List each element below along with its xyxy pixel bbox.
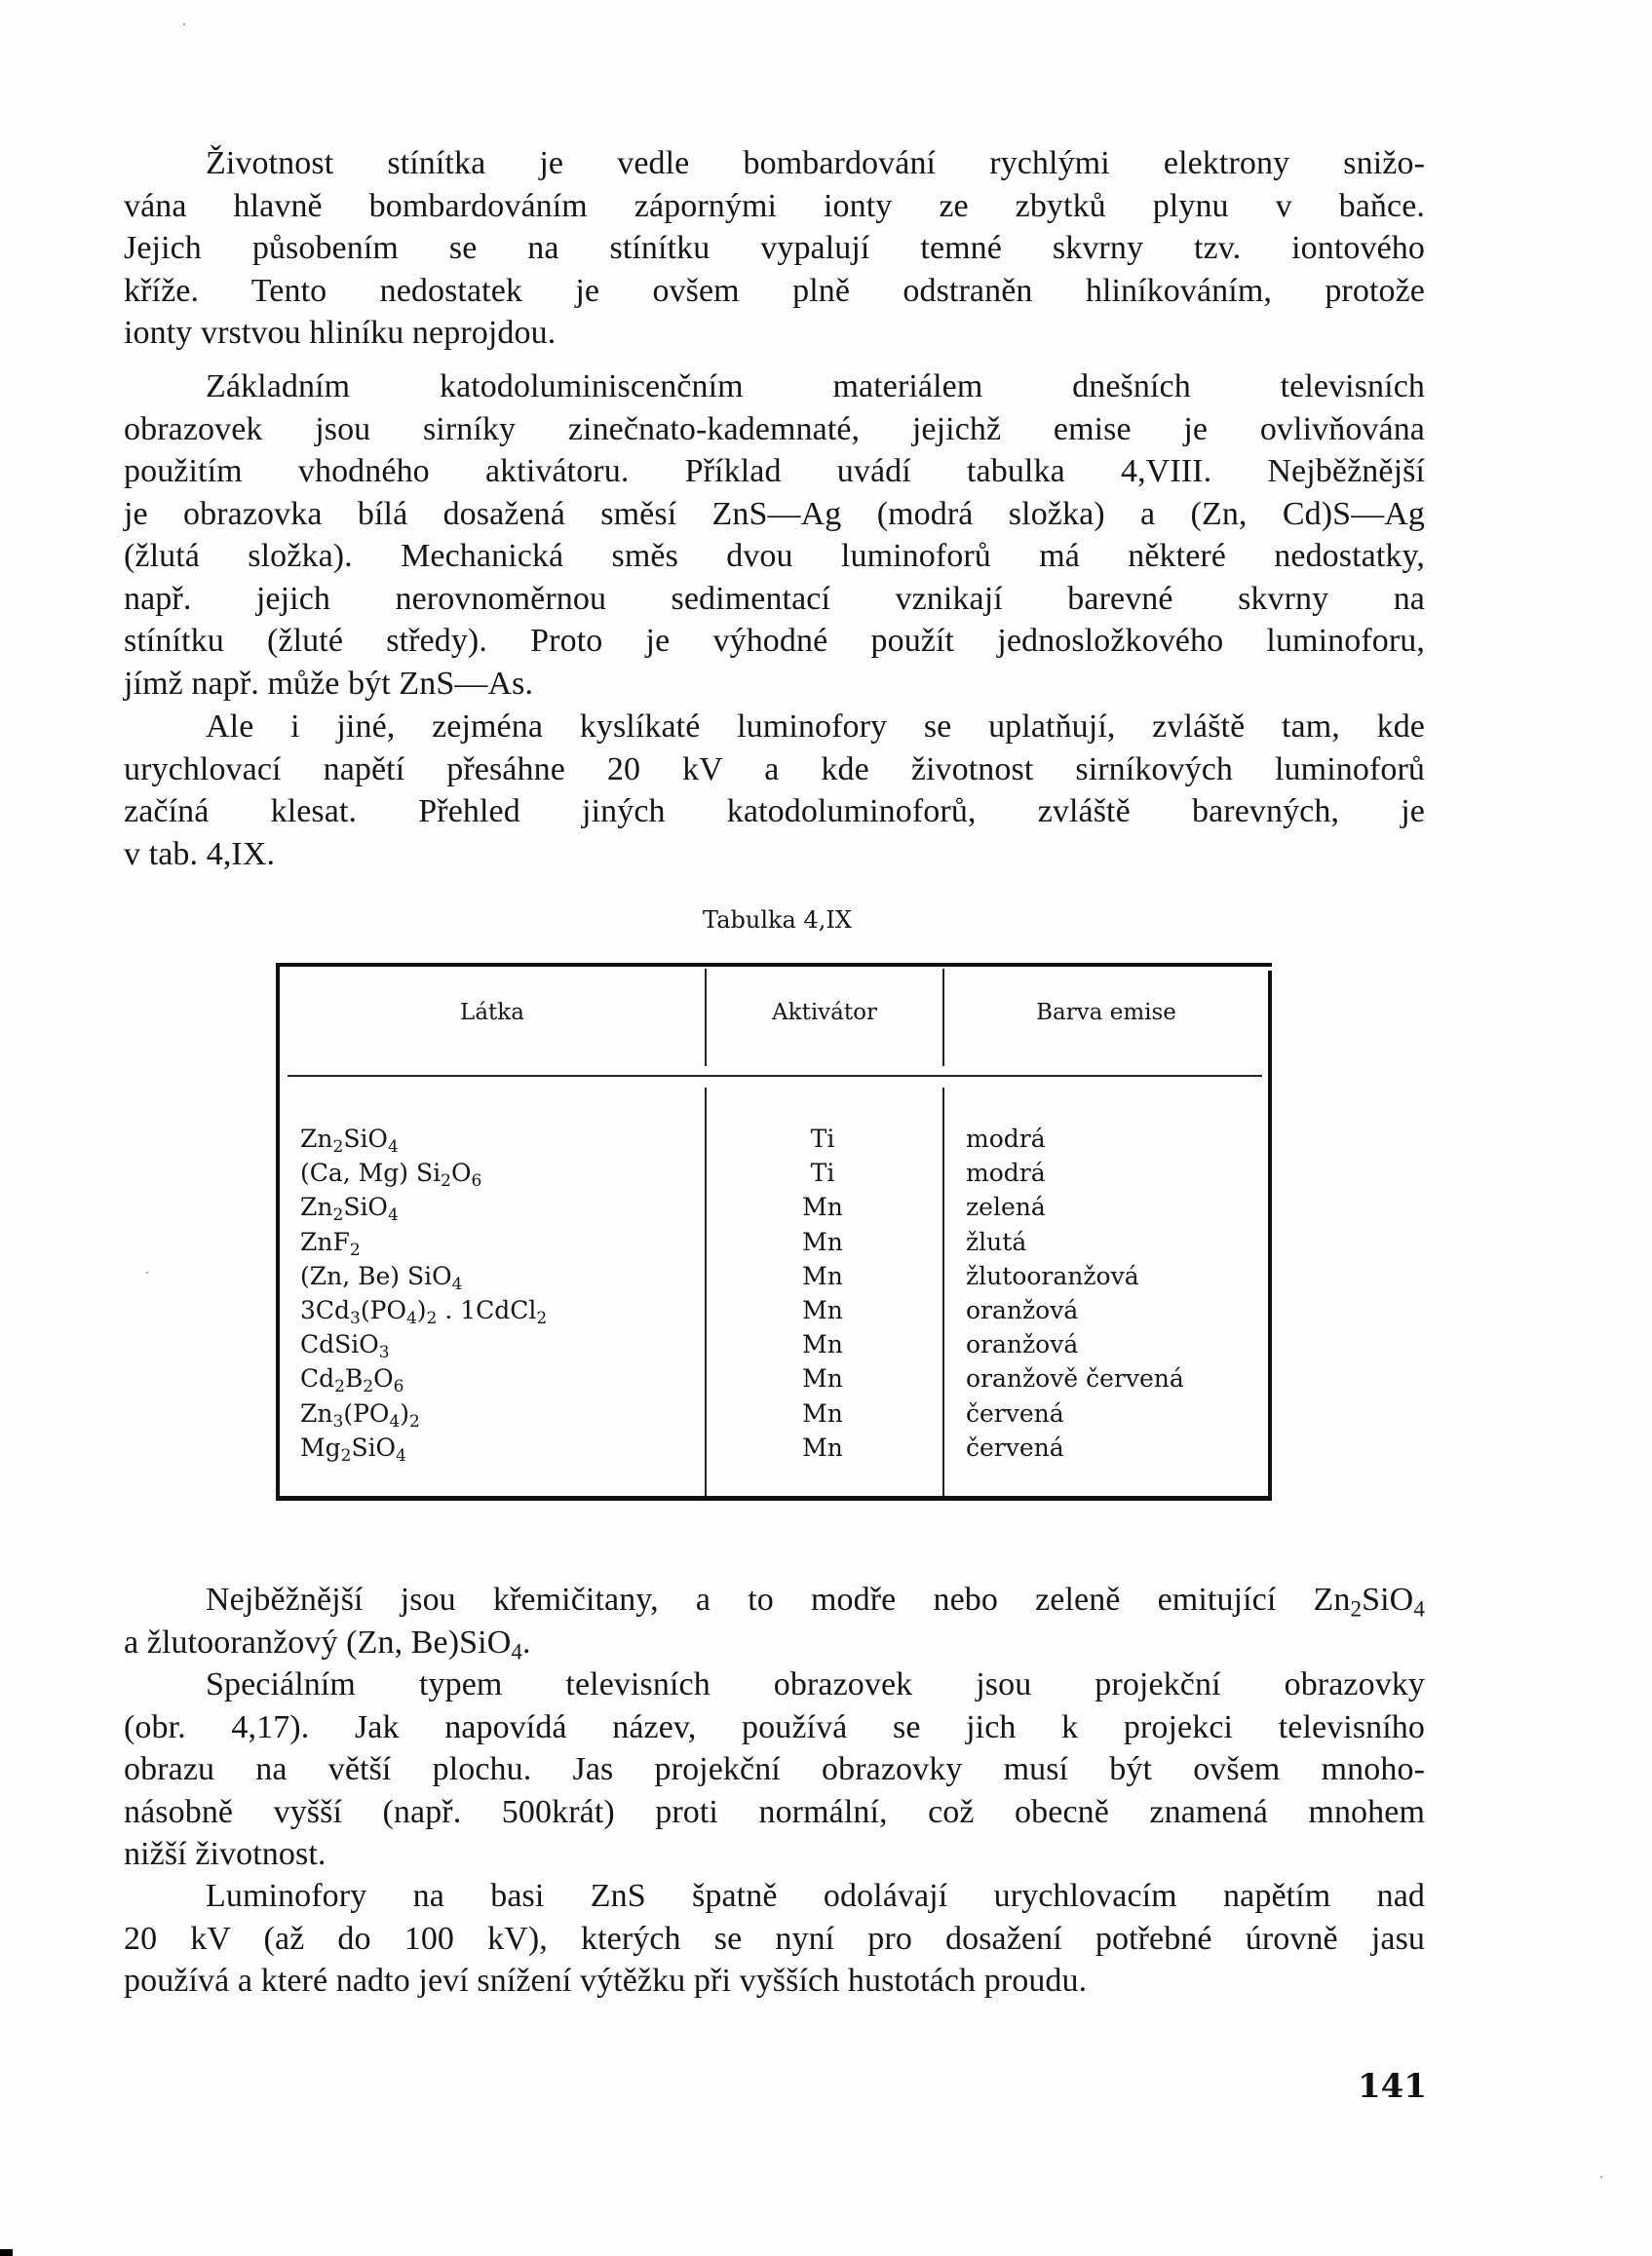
column-header-substance: Látka	[460, 1000, 524, 1025]
table-top-rule	[276, 963, 1272, 967]
table-cell-substance: $Mg_2SiO_4$	[300, 1433, 406, 1466]
table-cell-activator: Mn	[802, 1193, 843, 1222]
text-line: 20 kV (až do 100 kV), kterých se nyní pro dosažení potřebné úrovně jasu	[124, 1920, 1425, 1957]
text-line: Základním katodoluminiscenčním materiálem dnešních televisních	[206, 368, 1425, 404]
table-cell-activator: Mn	[802, 1227, 843, 1256]
phosphor-table	[276, 963, 1272, 1501]
table-cell-substance: CdSiO$_3$	[300, 1330, 390, 1362]
text-line: Ale i jiné, zejména kyslíkaté luminofory se uplatňují, zvláště tam, kde	[206, 708, 1425, 745]
table-right-border	[1268, 971, 1272, 1501]
table-cell-activator: Mn	[802, 1364, 843, 1394]
table-header-rule	[288, 1075, 1262, 1077]
text-line: kříže. Tento nedostatek je ovšem plně odstraněn hliníkováním, protože	[124, 272, 1425, 309]
text-line: obrazu na větší plochu. Jas projekční obrazovky musí být ovšem mnoho-	[124, 1751, 1425, 1787]
table-cell-substance: $Zn_2SiO_4$	[300, 1193, 399, 1226]
text-line: používá a které nadto jeví snížení výtěžku při vyšších hustotách proudu.	[124, 1963, 1088, 1999]
text-line: násobně vyšší (např. 500krát) proti normální, což obecně znamená mnohem	[124, 1793, 1425, 1830]
text-line: urychlovací napětí přesáhne 20 kV a kde životnost sirníkových luminoforů	[124, 750, 1425, 787]
table-cell-emission-color: červená	[966, 1398, 1064, 1428]
paragraph-zns-voltage	[124, 1875, 1425, 2003]
paragraph-silicates	[124, 1579, 1425, 1663]
table-cell-substance: $3Cd_3(PO_4)_2$ . 1CdCl$_2$	[300, 1296, 548, 1328]
table-cell-emission-color: červená	[966, 1433, 1064, 1462]
table-cell-emission-color: zelená	[966, 1193, 1046, 1222]
table-cell-emission-color: modrá	[966, 1125, 1046, 1153]
text-line: v tab. 4,IX.	[124, 835, 276, 872]
table-cell-activator: Mn	[802, 1330, 843, 1359]
table-cell-activator: Ti	[810, 1125, 835, 1153]
table-cell-substance: (Ca, Mg) $Si_2O_6$	[300, 1159, 482, 1191]
text-line: (žlutá složka). Mechanická směs dvou luminoforů má některé nedostatky,	[124, 538, 1425, 574]
table-cell-substance: $Cd_2B_2O_6$	[300, 1364, 404, 1397]
text-line: (obr. 4,17). Jak napovídá název, používá se jich k projekci televisního	[124, 1708, 1425, 1745]
activator-column	[707, 1122, 939, 1465]
table-caption: Tabulka 4,IX	[703, 906, 852, 934]
text-line: Luminofory na basi ZnS špatně odolávají urychlovacím napětím nad	[206, 1878, 1425, 1914]
table-cell-emission-color: oranžová	[966, 1296, 1079, 1325]
text-line: začíná klesat. Přehled jiných katodoluminoforů, zvláště barevných, je	[124, 793, 1425, 829]
text-line: nižší životnost.	[124, 1836, 327, 1872]
scan-speck	[183, 23, 185, 25]
table-cell-substance: $Zn_2SiO_4$	[300, 1125, 399, 1157]
text-line: Nejběžnější jsou křemičitany, a to modře nebo zeleně emitující $Zn_2SiO_4$	[206, 1582, 1425, 1623]
column-header-activator: Aktivátor	[772, 1000, 877, 1025]
scan-speck	[1600, 2176, 1602, 2178]
text-line: použitím vhodného aktivátoru. Příklad uvádí tabulka 4,VIII. Nejběžnější	[124, 453, 1425, 489]
column-divider	[942, 1088, 944, 1497]
text-line: stínítku (žluté středy). Proto je výhodné použít jednosložkového luminoforu,	[124, 623, 1425, 659]
table-cell-emission-color: modrá	[966, 1159, 1046, 1188]
paragraph-oxide-phosphors	[124, 706, 1425, 875]
table-cell-emission-color: žlutooranžová	[966, 1261, 1139, 1290]
text-line: je obrazovka bílá dosažená směsí ZnS—Ag (modrá složka) a (Zn, Cd)S—Ag	[124, 495, 1425, 532]
paragraph-projection-tubes	[124, 1663, 1425, 1876]
paragraph-screen-lifetime	[124, 142, 1425, 355]
paragraph-cathodoluminescent-materials	[124, 365, 1425, 705]
text-line: Životnost stínítka je vedle bombardování rychlými elektrony snižo-	[206, 145, 1425, 181]
table-cell-substance: ZnF$_2$	[300, 1227, 361, 1260]
table-bottom-rule	[276, 1496, 1272, 1501]
table-cell-activator: Mn	[802, 1433, 843, 1462]
substance-column	[300, 1122, 700, 1465]
emission-color-column	[966, 1122, 1258, 1465]
text-line: např. jejich nerovnoměrnou sedimentací vznikají barevné skvrny na	[124, 580, 1425, 617]
table-cell-substance: $Zn_3(PO_4)_2$	[300, 1398, 420, 1432]
table-cell-activator: Mn	[802, 1398, 843, 1428]
table-cell-emission-color: žlutá	[966, 1227, 1027, 1256]
text-line: obrazovek jsou sirníky zinečnato-kademnaté, jejichž emise je ovlivňována	[124, 410, 1425, 447]
scan-corner-mark	[0, 2249, 13, 2256]
text-line: Jejich působením se na stínítku vypalují temné skvrny tzv. iontového	[124, 230, 1425, 266]
text-line: vána hlavně bombardováním zápornými ionty ze zbytků plynu v baňce.	[124, 187, 1425, 224]
table-cell-substance: (Zn, Be) SiO$_4$	[300, 1261, 463, 1294]
text-line: jímž např. může být ZnS—As.	[124, 665, 534, 702]
table-cell-activator: Mn	[802, 1261, 843, 1290]
scan-speck	[146, 1272, 148, 1274]
page-number: 141	[1358, 2067, 1427, 2106]
text-line: ionty vrstvou hliníku neprojdou.	[124, 315, 557, 351]
table-cell-activator: Mn	[802, 1296, 843, 1325]
table-left-border	[276, 963, 280, 1501]
text-line: a žlutooranžový (Zn, Be)SiO$_4$.	[124, 1624, 531, 1664]
column-header-emission-color: Barva emise	[1036, 1000, 1176, 1025]
table-cell-emission-color: oranžově červená	[966, 1364, 1184, 1394]
table-cell-activator: Ti	[810, 1159, 835, 1188]
table-cell-emission-color: oranžová	[966, 1330, 1079, 1359]
text-line: Speciálním typem televisních obrazovek jsou projekční obrazovky	[206, 1666, 1425, 1702]
